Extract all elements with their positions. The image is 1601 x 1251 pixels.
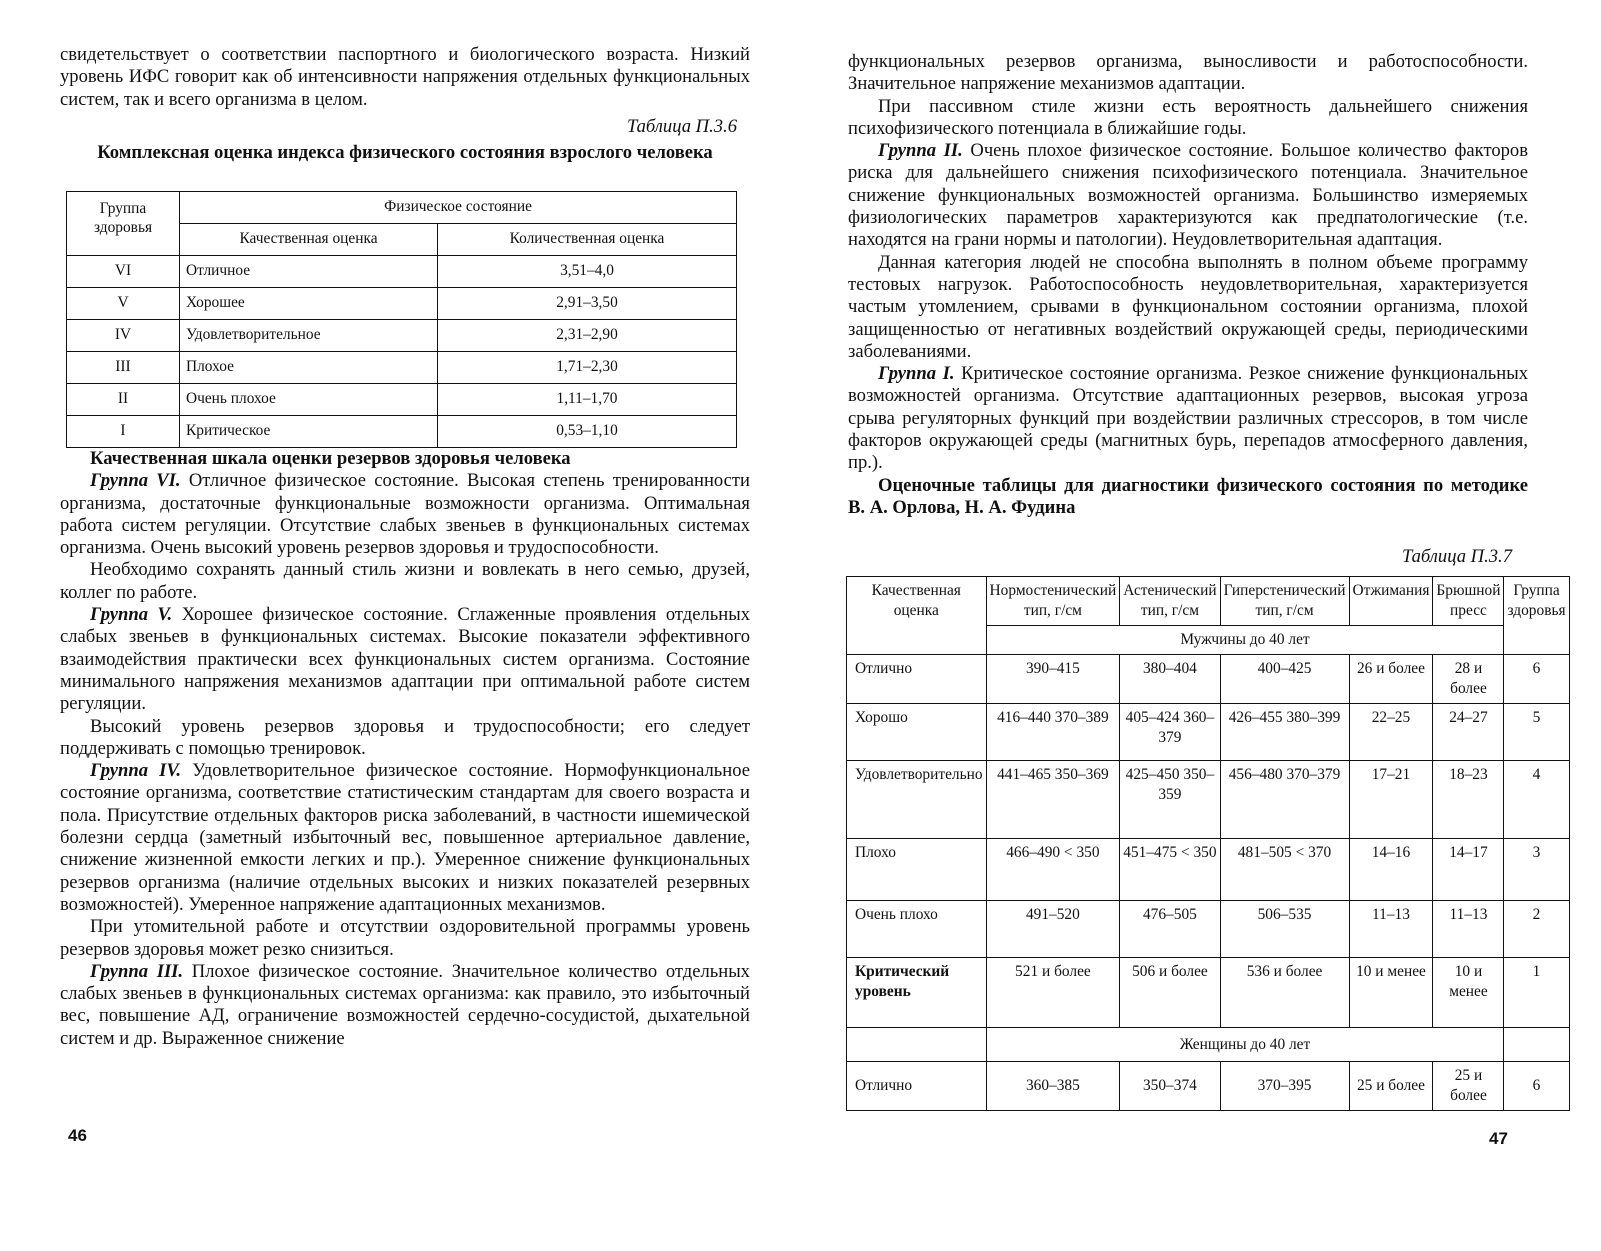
cell-abs: 10 и менее: [1433, 958, 1504, 1028]
cell-hyper: 370–395: [1220, 1062, 1349, 1111]
group-6-label: Группа VI.: [90, 470, 181, 492]
cell-qual: Удовлетворительное: [180, 320, 438, 352]
table-row: [847, 901, 1570, 958]
group-4-paragraph: [60, 760, 750, 916]
passive-paragraph: При пассивном стиле жизни есть вероятность дальнейшего снижения психофизического потенциала в ближайшие годы.: [848, 95, 1528, 139]
cell-asthenic: 380–404: [1120, 655, 1220, 704]
men-label: Мужчины до 40 лет: [986, 626, 1504, 655]
cell-group: I: [67, 416, 180, 448]
cell-group: V: [67, 288, 180, 320]
cell-asthenic: 350–374: [1120, 1062, 1220, 1111]
cell-group: 5: [1504, 704, 1569, 761]
table-title: Комплексная оценка индекса физического состояния взрослого человека: [97, 142, 713, 163]
cell-asthenic: 476–505: [1120, 901, 1220, 958]
header-asthenic: Астенический тип, г/см: [1120, 577, 1220, 626]
page-number-left: 46: [68, 1126, 87, 1145]
table-caption: Таблица П.3.6: [626, 116, 737, 137]
table-row: [67, 288, 737, 320]
table-row: [67, 256, 737, 288]
group-1-label: Группа I.: [878, 363, 955, 385]
cell-hyper: 426–455 380–399: [1220, 704, 1349, 761]
group-6-paragraph: [60, 470, 750, 559]
group-1-text: Критическое состояние организма. Резкое снижение функциональных возможностей организма. Отсутствие адаптационных резервов, высокая угроза срыва регуляторных функций при воздействии различных стрессоров, в том числе факторов окружающей среды (магнитных бурь, перепадов атмосферного давления, пр.).: [848, 363, 1528, 474]
cell-pushups: 14–16: [1349, 839, 1433, 901]
cell-group: 6: [1504, 655, 1569, 704]
header-hyper: Гиперстенический тип, г/см: [1220, 577, 1349, 626]
group-6-text: Отличное физическое состояние. Высокая степень тренированности организма, достаточные функциональные возможности организма. Оптимальная работа систем регуляции. Отсутствие слабых звеньев в функциональных системах организма. Очень высокий уровень резервов здоровья и трудоспособности.: [60, 470, 750, 559]
group-3-text: Плохое физическое состояние. Значительное количество отдельных слабых звеньев в функциональных системах организма: как правило, это избыточный вес, повышение АД, ограничение возможностей сердечно-сосудистой, дыхательной систем и др. Выраженное снижение: [60, 960, 750, 1049]
group-2-paragraph: [848, 140, 1528, 251]
table-row: [847, 761, 1570, 839]
header-state: Физическое состояние: [180, 192, 737, 224]
cell-normo: 491–520: [986, 901, 1120, 958]
cell-quant: 2,31–2,90: [438, 320, 737, 352]
header-qual: Качественная оценка: [847, 577, 987, 655]
group-5-label: Группа V.: [90, 604, 173, 626]
cell-hyper: 456–480 370–379: [1220, 761, 1349, 839]
cell-normo: 521 и более: [986, 958, 1120, 1028]
table-row: [67, 416, 737, 448]
table-row: [847, 1062, 1570, 1111]
cell-quant: 1,11–1,70: [438, 384, 737, 416]
cell-qual: Удовлетворительно: [847, 761, 987, 839]
group-4-label: Группа IV.: [90, 760, 182, 782]
table-row: [847, 958, 1570, 1028]
cell-group: VI: [67, 256, 180, 288]
cell-asthenic: 405–424 360–379: [1120, 704, 1220, 761]
cell-group: 3: [1504, 839, 1569, 901]
group-1-paragraph: [848, 363, 1528, 474]
header-health-group: Группа здоровья: [1504, 577, 1569, 655]
cell-normo: 360–385: [986, 1062, 1120, 1111]
table-row: [67, 320, 737, 352]
table-caption-2: Таблица П.3.7: [1401, 546, 1512, 567]
group-5-text: Хорошее физическое состояние. Сглаженные проявления отдельных слабых звеньев в функциональных системах. Высокие показатели эффективного взаимодействия практически всех функциональных систем организма. Состояние минимального напряжения механизмов адаптации при оптимальной работе систем регуляции.: [60, 604, 750, 715]
cell-normo: 416–440 370–389: [986, 704, 1120, 761]
group-2-label: Группа II.: [878, 140, 963, 162]
cell-group: 1: [1504, 958, 1569, 1028]
cell-abs: 24–27: [1433, 704, 1504, 761]
cell-abs: 18–23: [1433, 761, 1504, 839]
cell-qual: Отлично: [847, 655, 987, 704]
cell-hyper: 506–535: [1220, 901, 1349, 958]
cell-asthenic: 506 и более: [1120, 958, 1220, 1028]
scale-title: Качественная шкала оценки резервов здоровья человека: [90, 448, 571, 469]
cell-qual: Плохо: [847, 839, 987, 901]
table-row: [847, 839, 1570, 901]
cell-pushups: 10 и менее: [1349, 958, 1433, 1028]
header-group: Группа здоровья: [67, 192, 180, 256]
cell-pushups: 25 и более: [1349, 1062, 1433, 1111]
cell-pushups: 22–25: [1349, 704, 1433, 761]
cell-quant: 2,91–3,50: [438, 288, 737, 320]
table-row: [67, 384, 737, 416]
group-5-extra: Высокий уровень резервов здоровья и трудоспособности; его следует поддерживать с помощью тренировок.: [60, 715, 750, 759]
group-4-text: Удовлетворительное физическое состояние. Нормофункциональное состояние организма, соответствие статистическим стандартам для своего возраста и пола. Присутствие отдельных факторов риска заболеваний, в частности ишемической болезни сердца (заметный избыточный вес, повышенное артериальное давление, снижение жизненной емкости легких и пр.). Умеренное снижение функциональных резервов организма (наличие отдельных высоких и низких показателей резервных возможностей). Умеренное напряжение адаптационных механизмов.: [60, 760, 750, 915]
header-quant: Количественная оценка: [438, 224, 737, 256]
header-abs: Брюшной пресс: [1433, 577, 1504, 626]
cell-abs: 25 и более: [1433, 1062, 1504, 1111]
cell-qual: Очень плохое: [180, 384, 438, 416]
table-row: [847, 655, 1570, 704]
cell-pushups: 17–21: [1349, 761, 1433, 839]
group-2-extra: Данная категория людей не способна выполнять в полном объеме программу тестовых нагрузок. Работоспособность неудовлетворительная, характеризуется частым утомлением, срывами в функциональном состоянии организма, плохой защищенностью от негативных воздействий окружающей среды, периодическими заболеваниями.: [848, 251, 1528, 362]
tables-title: Оценочные таблицы для диагностики физического состояния по методике В. А. Орлова, Н. А. Фудина: [848, 474, 1528, 518]
cell-quant: 3,51–4,0: [438, 256, 737, 288]
cell-group: 4: [1504, 761, 1569, 839]
group-4-extra: При утомительной работе и отсутствии оздоровительной программы уровень резервов здоровья может резко снизиться.: [60, 916, 750, 960]
cell-quant: 1,71–2,30: [438, 352, 737, 384]
cell-asthenic: 451–475 < 350: [1120, 839, 1220, 901]
cell-abs: 11–13: [1433, 901, 1504, 958]
table-row: [847, 704, 1570, 761]
cell-normo: 466–490 < 350: [986, 839, 1120, 901]
group-3-paragraph: [60, 961, 750, 1050]
group-5-paragraph: [60, 604, 750, 715]
cell-abs: 14–17: [1433, 839, 1504, 901]
cell-qual: Хорошо: [847, 704, 987, 761]
cell-hyper: 481–505 < 370: [1220, 839, 1349, 901]
cell-hyper: 536 и более: [1220, 958, 1349, 1028]
cell-group: IV: [67, 320, 180, 352]
cell-qual: Хорошее: [180, 288, 438, 320]
intro-paragraph: свидетельствует о соответствии паспортного и биологического возраста. Низкий уровень ИФС говорит как об интенсивности напряжения отдельных функциональных систем, так и всего организма в целом.: [60, 44, 750, 110]
cell-qual: Отлично: [847, 1062, 987, 1111]
cell-quant: 0,53–1,10: [438, 416, 737, 448]
cell-qual: Отличное: [180, 256, 438, 288]
cell-qual: Критический уровень: [847, 958, 987, 1028]
cell-hyper: 400–425: [1220, 655, 1349, 704]
cell-abs: 28 и более: [1433, 655, 1504, 704]
physical-state-table: [846, 576, 1566, 1111]
cell-pushups: 26 и более: [1349, 655, 1433, 704]
cell-group: III: [67, 352, 180, 384]
women-label: Женщины до 40 лет: [986, 1028, 1504, 1062]
header-pushups: Отжимания: [1349, 577, 1433, 626]
cell-qual: Очень плохо: [847, 901, 987, 958]
header-normo: Нормостенический тип, г/см: [986, 577, 1120, 626]
cell-asthenic: 425–450 350–359: [1120, 761, 1220, 839]
group-3-label: Группа III.: [90, 960, 184, 982]
cell-group: II: [67, 384, 180, 416]
health-index-table: [66, 191, 737, 448]
header-qual: Качественная оценка: [180, 224, 438, 256]
cell-group: 6: [1504, 1062, 1569, 1111]
cell-qual: Плохое: [180, 352, 438, 384]
cell-pushups: 11–13: [1349, 901, 1433, 958]
cell-normo: 390–415: [986, 655, 1120, 704]
cell-normo: 441–465 350–369: [986, 761, 1120, 839]
group-6-extra: Необходимо сохранять данный стиль жизни и вовлекать в него семью, друзей, коллег по работе.: [60, 559, 750, 603]
group-2-text: Очень плохое физическое состояние. Большое количество факторов риска для дальнейшего снижения психофизического потенциала. Значительное снижение функциональных возможностей организма. Большинство измеряемых физиологических параметров характеризуются как предпатологические (т.е. находятся на грани нормы и патологии). Неудовлетворительная адаптация.: [848, 140, 1529, 251]
cell-qual: Критическое: [180, 416, 438, 448]
page-number-right: 47: [1489, 1129, 1508, 1148]
cell-group: 2: [1504, 901, 1569, 958]
continued-paragraph: функциональных резервов организма, выносливости и работоспособности. Значительное напряжение механизмов адаптации.: [848, 51, 1528, 95]
table-row: [67, 352, 737, 384]
